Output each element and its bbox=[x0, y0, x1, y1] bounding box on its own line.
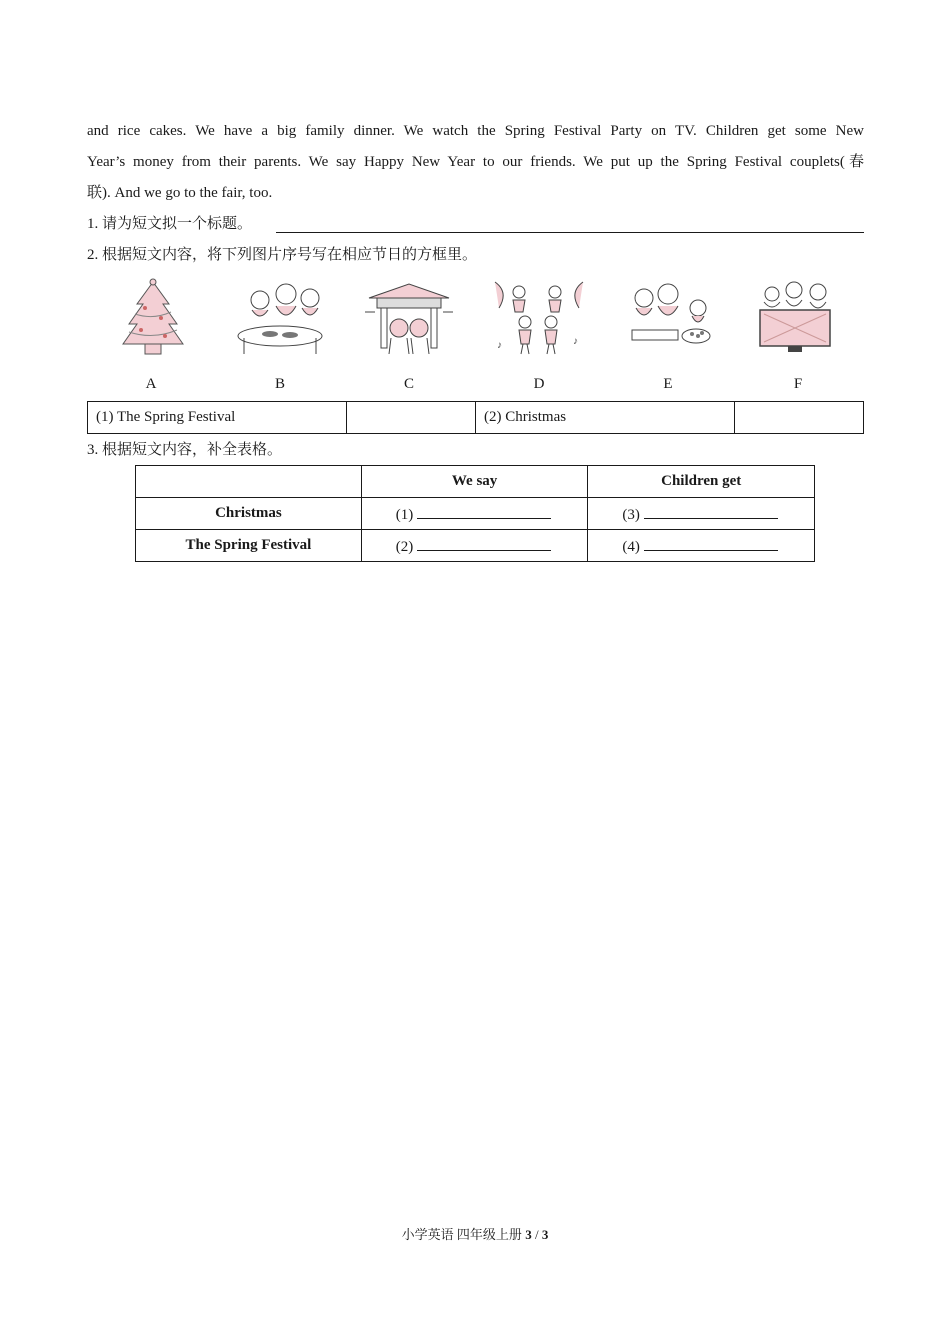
picture-letter-a: A bbox=[145, 376, 157, 392]
question-2: 2. 根据短文内容，将下列图片序号写在相应节日的方框里。 bbox=[87, 247, 478, 263]
fair-icon bbox=[359, 278, 459, 358]
answer-number-2: (2) bbox=[395, 538, 414, 555]
picture-row bbox=[87, 278, 864, 398]
children-get-header: Children get bbox=[588, 466, 815, 498]
answer-cell-2 bbox=[361, 530, 588, 562]
footer-total-pages: 3 bbox=[541, 1227, 549, 1242]
picture-letter-d: D bbox=[533, 376, 545, 392]
dancing-children-icon bbox=[489, 278, 589, 358]
answer-number-1: (1) bbox=[395, 506, 414, 523]
picture-letter-b: B bbox=[274, 376, 285, 392]
picture-letter-f: F bbox=[793, 376, 803, 392]
we-say-header: We say bbox=[361, 466, 588, 498]
table-row bbox=[136, 498, 815, 530]
spring-festival-label: (1) The Spring Festival bbox=[88, 402, 347, 434]
answer-number-3: (3) bbox=[622, 506, 640, 523]
festival-picture-table bbox=[87, 401, 864, 434]
question-1: 1. 请为短文拟一个标题。 bbox=[87, 216, 253, 232]
answer-cell-3 bbox=[588, 498, 815, 530]
footer-page-number: 3 bbox=[525, 1227, 532, 1242]
making-food-icon bbox=[618, 278, 718, 358]
passage-line-1: and rice cakes. We have a big family dinner. We watch the Spring Festival Party on TV. Children get some New bbox=[87, 123, 864, 139]
spring-festival-row-label: The Spring Festival bbox=[136, 530, 362, 562]
page-footer bbox=[0, 1224, 950, 1243]
answer-blank-3[interactable] bbox=[644, 504, 778, 519]
spring-festival-answer-box[interactable] bbox=[347, 402, 476, 434]
answer-cell-1 bbox=[361, 498, 588, 530]
christmas-tree-icon bbox=[101, 278, 201, 358]
christmas-row-label: Christmas bbox=[136, 498, 362, 530]
watching-tv-icon bbox=[748, 278, 848, 358]
picture-letter-e: E bbox=[663, 376, 673, 392]
answer-blank-1[interactable] bbox=[417, 504, 551, 519]
reading-passage bbox=[87, 116, 864, 209]
title-answer-blank[interactable] bbox=[276, 218, 864, 233]
table-row bbox=[136, 530, 815, 562]
picture-letter-c: C bbox=[403, 376, 414, 392]
festival-info-table bbox=[135, 465, 815, 562]
footer-text: 小学英语 四年级上册 bbox=[401, 1227, 526, 1242]
footer-separator: / bbox=[531, 1227, 542, 1242]
table-corner-cell bbox=[136, 466, 362, 498]
answer-blank-4[interactable] bbox=[644, 536, 778, 551]
svg-text:♪: ♪ bbox=[573, 336, 578, 347]
answer-blank-2[interactable] bbox=[417, 536, 551, 551]
answer-number-4: (4) bbox=[622, 538, 640, 555]
question-3: 3. 根据短文内容，补全表格。 bbox=[87, 442, 283, 458]
christmas-label: (2) Christmas bbox=[476, 402, 735, 434]
passage-line-2: Year’s money from their parents. We say Happy New Year to our friends. We put up the Spring Festival couplets(春 bbox=[87, 154, 864, 170]
svg-text:♪: ♪ bbox=[497, 340, 502, 351]
family-dinner-icon bbox=[230, 278, 330, 358]
answer-cell-4 bbox=[588, 530, 815, 562]
passage-line-3: 联). And we go to the fair, too. bbox=[87, 185, 273, 201]
christmas-answer-box[interactable] bbox=[735, 402, 864, 434]
